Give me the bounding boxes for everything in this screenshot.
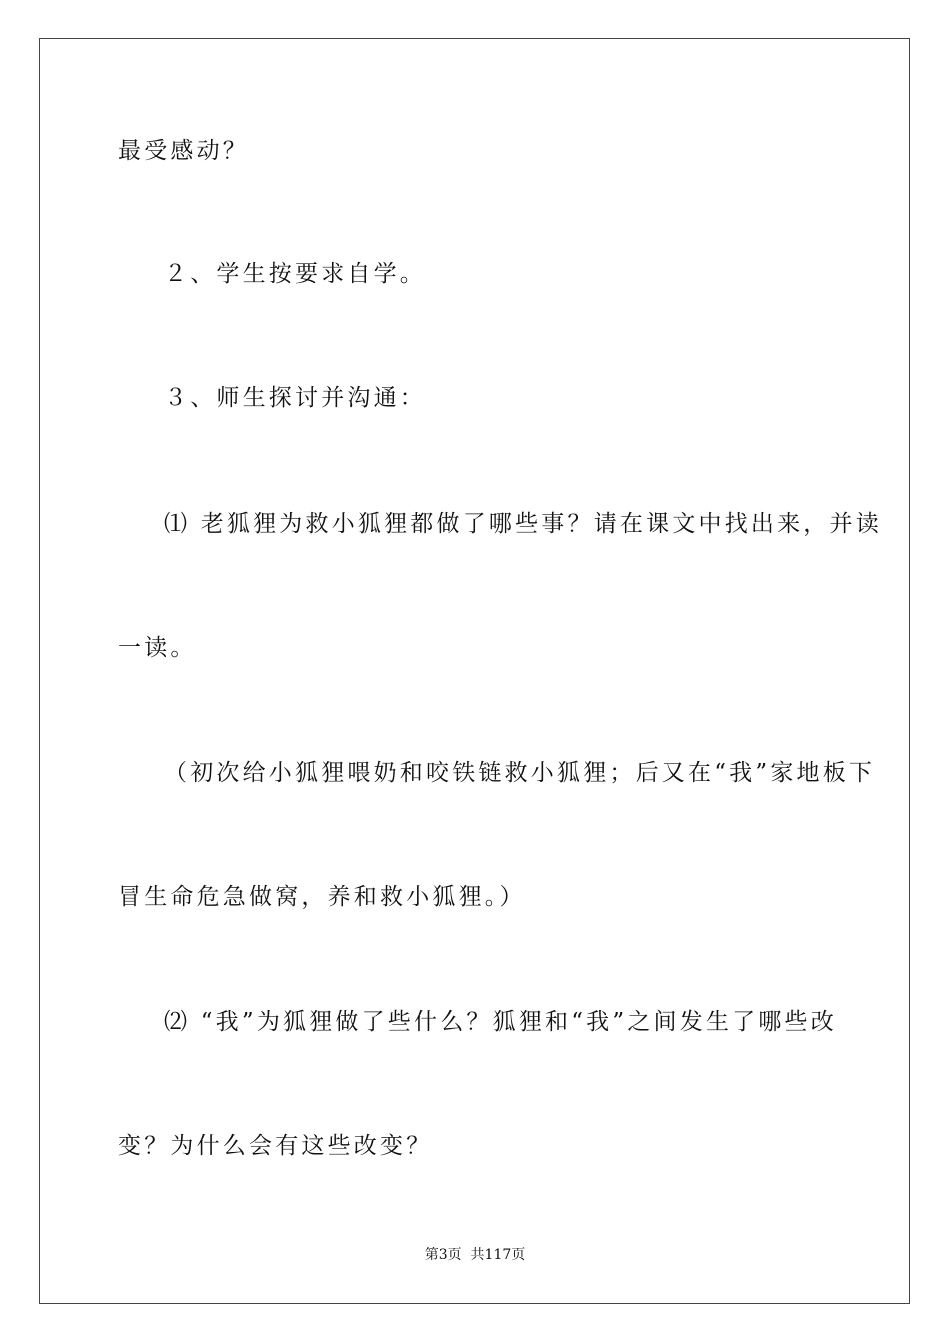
page-border [39,38,910,1304]
text-line-4: ⑴ 老狐狸为救小狐狸都做了哪些事？请在课文中找出来，并读 [164,511,882,537]
text-line-2: ２、学生按要求自学。 [164,261,426,287]
page-number-footer: 第3页 共117页 [424,1247,526,1263]
text-line-7: 冒生命危急做窝，养和救小狐狸。） [118,884,526,910]
text-line-1: 最受感动？ [118,138,249,164]
text-line-5: 一读。 [118,635,197,661]
text-line-9: 变？为什么会有这些改变？ [118,1133,433,1159]
text-line-3: ３、师生探讨并沟通： [164,385,426,411]
text-line-8: ⑵ “我”为狐狸做了些什么？狐狸和“我”之间发生了哪些改 [164,1009,837,1035]
text-line-6: （初次给小狐狸喂奶和咬铁链救小狐狸；后又在“我”家地板下 [164,760,876,786]
